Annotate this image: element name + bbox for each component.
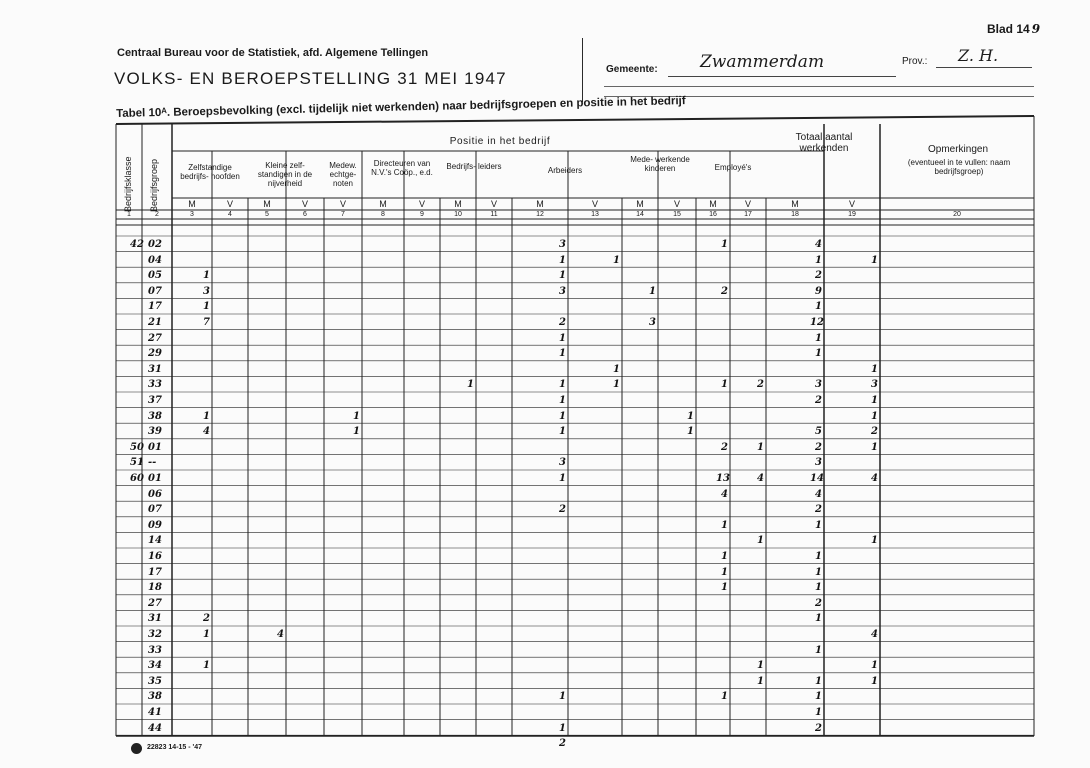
group-bedrijfsleiders: Bedrijfs- leiders	[446, 162, 502, 171]
table-cell-value: 1	[815, 707, 822, 718]
bedrijfsgroep-value: 27	[148, 597, 162, 609]
table-cell-value: 1	[871, 363, 878, 375]
column-number: 10	[454, 211, 462, 218]
form-title: VOLKS- EN BEROEPSTELLING 31 MEI 1947	[114, 69, 507, 88]
table-cell-value: 1	[815, 582, 822, 594]
table-cell-value: 1	[353, 426, 360, 438]
table-cell-value: 1	[871, 441, 878, 453]
bedrijfsgroep-value: 06	[148, 488, 162, 500]
table-cell-value: 1	[613, 254, 620, 266]
bedrijfsgroep-value: 33	[148, 644, 162, 656]
table-cell-value: 1	[559, 348, 566, 360]
table-cell-value: 1	[203, 301, 210, 313]
table-cell-value: 1	[721, 566, 728, 578]
table-cell-value: 1	[203, 660, 210, 672]
table-cell-value: 1	[203, 410, 210, 422]
table-cell-value: 2	[871, 426, 878, 438]
bedrijfsgroep-value: 34	[148, 660, 162, 672]
table-cell-value: 5	[815, 426, 822, 438]
column-number: 4	[228, 211, 232, 218]
prov-value: Z. H.	[958, 46, 999, 65]
table-cell-value: 4	[757, 473, 764, 484]
table-cell-value: 2	[559, 738, 566, 750]
table-cell-value: 1	[815, 613, 822, 625]
table-cell-value: 1	[203, 270, 210, 282]
table-cell-value: 2	[721, 441, 728, 453]
table-cell-value: 3	[559, 239, 566, 250]
table-cell-value: 1	[559, 332, 566, 344]
table-cell-value: 1	[721, 519, 728, 531]
bedrijfsklasse-value: 51	[130, 457, 144, 469]
gemeente-label: Gemeente:	[606, 64, 658, 75]
bedrijfsgroep-value: 18	[148, 582, 162, 594]
table-cell-value: 1	[721, 239, 728, 250]
table-cell-value: 1	[467, 379, 474, 391]
table-cell-value: 2	[815, 395, 822, 406]
table-cell-value: 1	[559, 379, 566, 391]
table-cell-value: 1	[815, 519, 822, 531]
table-cell-value: 12	[810, 317, 824, 328]
column-number: 18	[791, 211, 799, 218]
bedrijfsklasse-value: 50	[130, 441, 144, 453]
table-cell-value: 1	[613, 363, 620, 375]
table-cell-value: 14	[810, 473, 824, 484]
bedrijfsgroep-value: 05	[148, 270, 162, 282]
column-number: 8	[381, 211, 385, 218]
bedrijfsgroep-value: 14	[148, 535, 162, 547]
table-cell-value: 1	[815, 301, 822, 313]
table-cell-value: 4	[203, 426, 210, 438]
sex-label: V	[301, 199, 308, 209]
table-cell-value: 7	[203, 317, 210, 328]
table-cell-value: 1	[871, 254, 878, 266]
table-cell-value: 1	[559, 395, 566, 406]
column-number: 19	[848, 211, 856, 218]
table-cell-value: 1	[649, 285, 656, 297]
sex-label: V	[673, 199, 680, 209]
table-cell-value: 3	[559, 285, 566, 297]
sex-label: V	[744, 199, 751, 209]
table-cell-value: 2	[757, 379, 764, 391]
table-cell-value: 1	[559, 691, 566, 703]
table-cell-value: 4	[721, 488, 728, 500]
column-number: 11	[490, 211, 498, 218]
bedrijfsgroep-value: 09	[148, 519, 162, 531]
group-arbeiders: Arbeiders	[547, 166, 583, 175]
column-number: 17	[744, 211, 752, 218]
column-number: 7	[341, 211, 345, 218]
bedrijfsgroep-value: 32	[148, 629, 162, 640]
table-cell-value: 1	[815, 348, 822, 360]
column-number: 14	[636, 211, 644, 218]
table-cell-value: 2	[203, 613, 210, 625]
table-cell-value: 3	[649, 317, 656, 328]
table-cell-value: 1	[721, 551, 728, 562]
bedrijfsgroep-value: --	[148, 457, 157, 469]
table-cell-value: 1	[721, 379, 728, 391]
prov-label: Prov.:	[902, 56, 928, 67]
sex-label: M	[791, 199, 799, 209]
table-cell-value: 1	[559, 410, 566, 422]
table-cell-value: 1	[815, 644, 822, 656]
group-meewerkende-kinderen: Mede- werkende kinderen	[630, 155, 690, 173]
bedrijfsgroep-value: 44	[148, 722, 162, 734]
bedrijfsgroep-value: 17	[148, 301, 162, 313]
sex-label: M	[263, 199, 271, 209]
table-cell-value: 1	[559, 426, 566, 438]
table-cell-value: 1	[687, 410, 694, 422]
table-cell-value: 1	[871, 395, 878, 406]
blad-label: Blad 14 9	[987, 22, 1041, 36]
sex-label: M	[188, 199, 196, 209]
table-cell-value: 3	[559, 457, 566, 469]
table-cell-value: 4	[815, 239, 822, 250]
table-cell-value: 1	[559, 473, 566, 484]
group-employes: Employé's	[714, 163, 752, 172]
header-opmerkingen-sub: (eventueel in te vullen: naam bedrijfsgroep)	[907, 158, 1011, 176]
group-medew-echtgenoten: Medew. echtge- noten	[329, 161, 357, 188]
sex-label: M	[536, 199, 544, 209]
table-cell-value: 1	[613, 379, 620, 391]
table-cell-value: 2	[815, 270, 822, 282]
table-cell-value: 2	[815, 722, 822, 734]
table-cell-value: 9	[815, 285, 822, 297]
table-cell-value: 1	[815, 551, 822, 562]
table-title: Tabel 10ᴬ. Beroepsbevolking (excl. tijdelijk niet werkenden) naar bedrijfsgroepen en positie in het bedrijf	[116, 95, 686, 120]
gemeente-value: Zwammerdam	[700, 52, 825, 72]
table-cell-value: 1	[559, 270, 566, 282]
table-cell-value: 1	[815, 332, 822, 344]
bedrijfsgroep-value: 39	[148, 426, 162, 438]
table-cell-value: 1	[815, 566, 822, 578]
column-number: 2	[155, 211, 159, 218]
bedrijfsgroep-value: 17	[148, 566, 162, 578]
bedrijfsgroep-value: 31	[148, 363, 162, 375]
bedrijfsgroep-value: 33	[148, 379, 162, 391]
bedrijfsgroep-value: 07	[148, 285, 162, 297]
table-cell-value: 4	[277, 629, 284, 640]
table-cell-value: 3	[815, 457, 822, 469]
bedrijfsklasse-value: 60	[130, 473, 144, 484]
group-zelfstandige: Zelfstandige bedrijfs- hoofden	[180, 163, 240, 181]
column-number: 1	[127, 211, 131, 218]
column-number: 12	[536, 211, 544, 218]
bedrijfsgroep-value: 29	[148, 348, 162, 360]
sex-label: V	[591, 199, 598, 209]
table-cell-value: 1	[815, 254, 822, 266]
table-cell-value: 1	[721, 582, 728, 594]
bedrijfsgroep-value: 38	[148, 410, 162, 422]
sex-label: M	[454, 199, 462, 209]
bedrijfsgroep-value: 35	[148, 675, 162, 687]
table-cell-value: 2	[559, 504, 566, 516]
sex-label: V	[848, 199, 855, 209]
column-number: 13	[591, 211, 599, 218]
grid-line	[116, 116, 1034, 124]
table-cell-value: 4	[871, 473, 878, 484]
column-number: 20	[953, 211, 961, 218]
table-cell-value: 1	[815, 675, 822, 687]
bureau-line: Centraal Bureau voor de Statistiek, afd. Algemene Tellingen	[117, 47, 429, 59]
printer-seal-icon	[131, 743, 142, 754]
bedrijfsgroep-value: 01	[148, 473, 162, 484]
table-cell-value: 1	[871, 535, 878, 547]
table-cell-value: 2	[559, 317, 566, 328]
bedrijfsgroep-value: 01	[148, 441, 162, 453]
table-cell-value: 1	[815, 691, 822, 703]
bedrijfsgroep-value: 04	[148, 254, 162, 266]
sex-label: M	[379, 199, 387, 209]
table-cell-value: 1	[559, 722, 566, 734]
table-cell-value: 2	[815, 597, 822, 609]
table-cell-value: 1	[687, 426, 694, 438]
bedrijfsgroep-value: 37	[148, 395, 162, 406]
header-opmerkingen: Opmerkingen	[927, 144, 989, 155]
column-number: 15	[673, 211, 681, 218]
column-number: 3	[190, 211, 194, 218]
column-number: 16	[709, 211, 717, 218]
table-cell-value: 2	[721, 285, 728, 297]
bedrijfsgroep-value: 38	[148, 691, 162, 703]
table-cell-value: 1	[353, 410, 360, 422]
table-cell-value: 4	[871, 629, 878, 640]
table-cell-value: 2	[815, 441, 822, 453]
table-cell-value: 1	[871, 410, 878, 422]
table-cell-value: 1	[757, 441, 764, 453]
table-cell-value: 1	[871, 660, 878, 672]
print-code: 22823 14-15 - '47	[147, 744, 202, 751]
sex-label: V	[490, 199, 497, 209]
header-totaal: Totaal aantal werkenden	[795, 132, 853, 154]
column-number: 5	[265, 211, 269, 218]
bedrijfsgroep-value: 27	[148, 332, 162, 344]
table-cell-value: 3	[871, 379, 878, 391]
column-number: 9	[420, 211, 424, 218]
group-directeuren: Directeuren van N.V.'s Coöp., e.d.	[371, 159, 433, 177]
sex-label: V	[339, 199, 346, 209]
bedrijfsklasse-value: 42	[130, 239, 144, 250]
table-cell-value: 1	[203, 629, 210, 640]
table-cell-value: 1	[871, 675, 878, 687]
table-cell-value: 3	[815, 379, 822, 391]
bedrijfsgroep-value: 07	[148, 504, 162, 516]
table-cell-value: 13	[716, 473, 730, 484]
sex-label: M	[636, 199, 644, 209]
table-cell-value: 1	[721, 691, 728, 703]
table-cell-value: 1	[559, 254, 566, 266]
header-positie: Positie in het bedrijf	[449, 136, 551, 147]
bedrijfsgroep-value: 31	[148, 613, 162, 625]
header-bedrijfsklasse: Bedrijfsklasse	[123, 156, 133, 212]
table-cell-value: 2	[815, 504, 822, 516]
bedrijfsgroep-value: 41	[148, 707, 162, 718]
table-cell-value: 1	[757, 660, 764, 672]
sex-label: V	[226, 199, 233, 209]
sex-label: V	[418, 199, 425, 209]
header-bedrijfsgroep: Bedrijfsgroep	[149, 158, 159, 212]
table-cell-value: 1	[757, 675, 764, 687]
table-cell-value: 3	[203, 285, 210, 297]
sex-label: M	[709, 199, 717, 209]
bedrijfsgroep-value: 02	[148, 239, 162, 250]
table-cell-value: 4	[815, 488, 822, 500]
bedrijfsgroep-value: 21	[148, 317, 162, 328]
bedrijfsgroep-value: 16	[148, 551, 162, 562]
column-number: 6	[303, 211, 307, 218]
group-kleine-zelfstandigen: Kleine zelf- standigen in de nijverheid	[257, 161, 313, 188]
table-cell-value: 1	[757, 535, 764, 547]
